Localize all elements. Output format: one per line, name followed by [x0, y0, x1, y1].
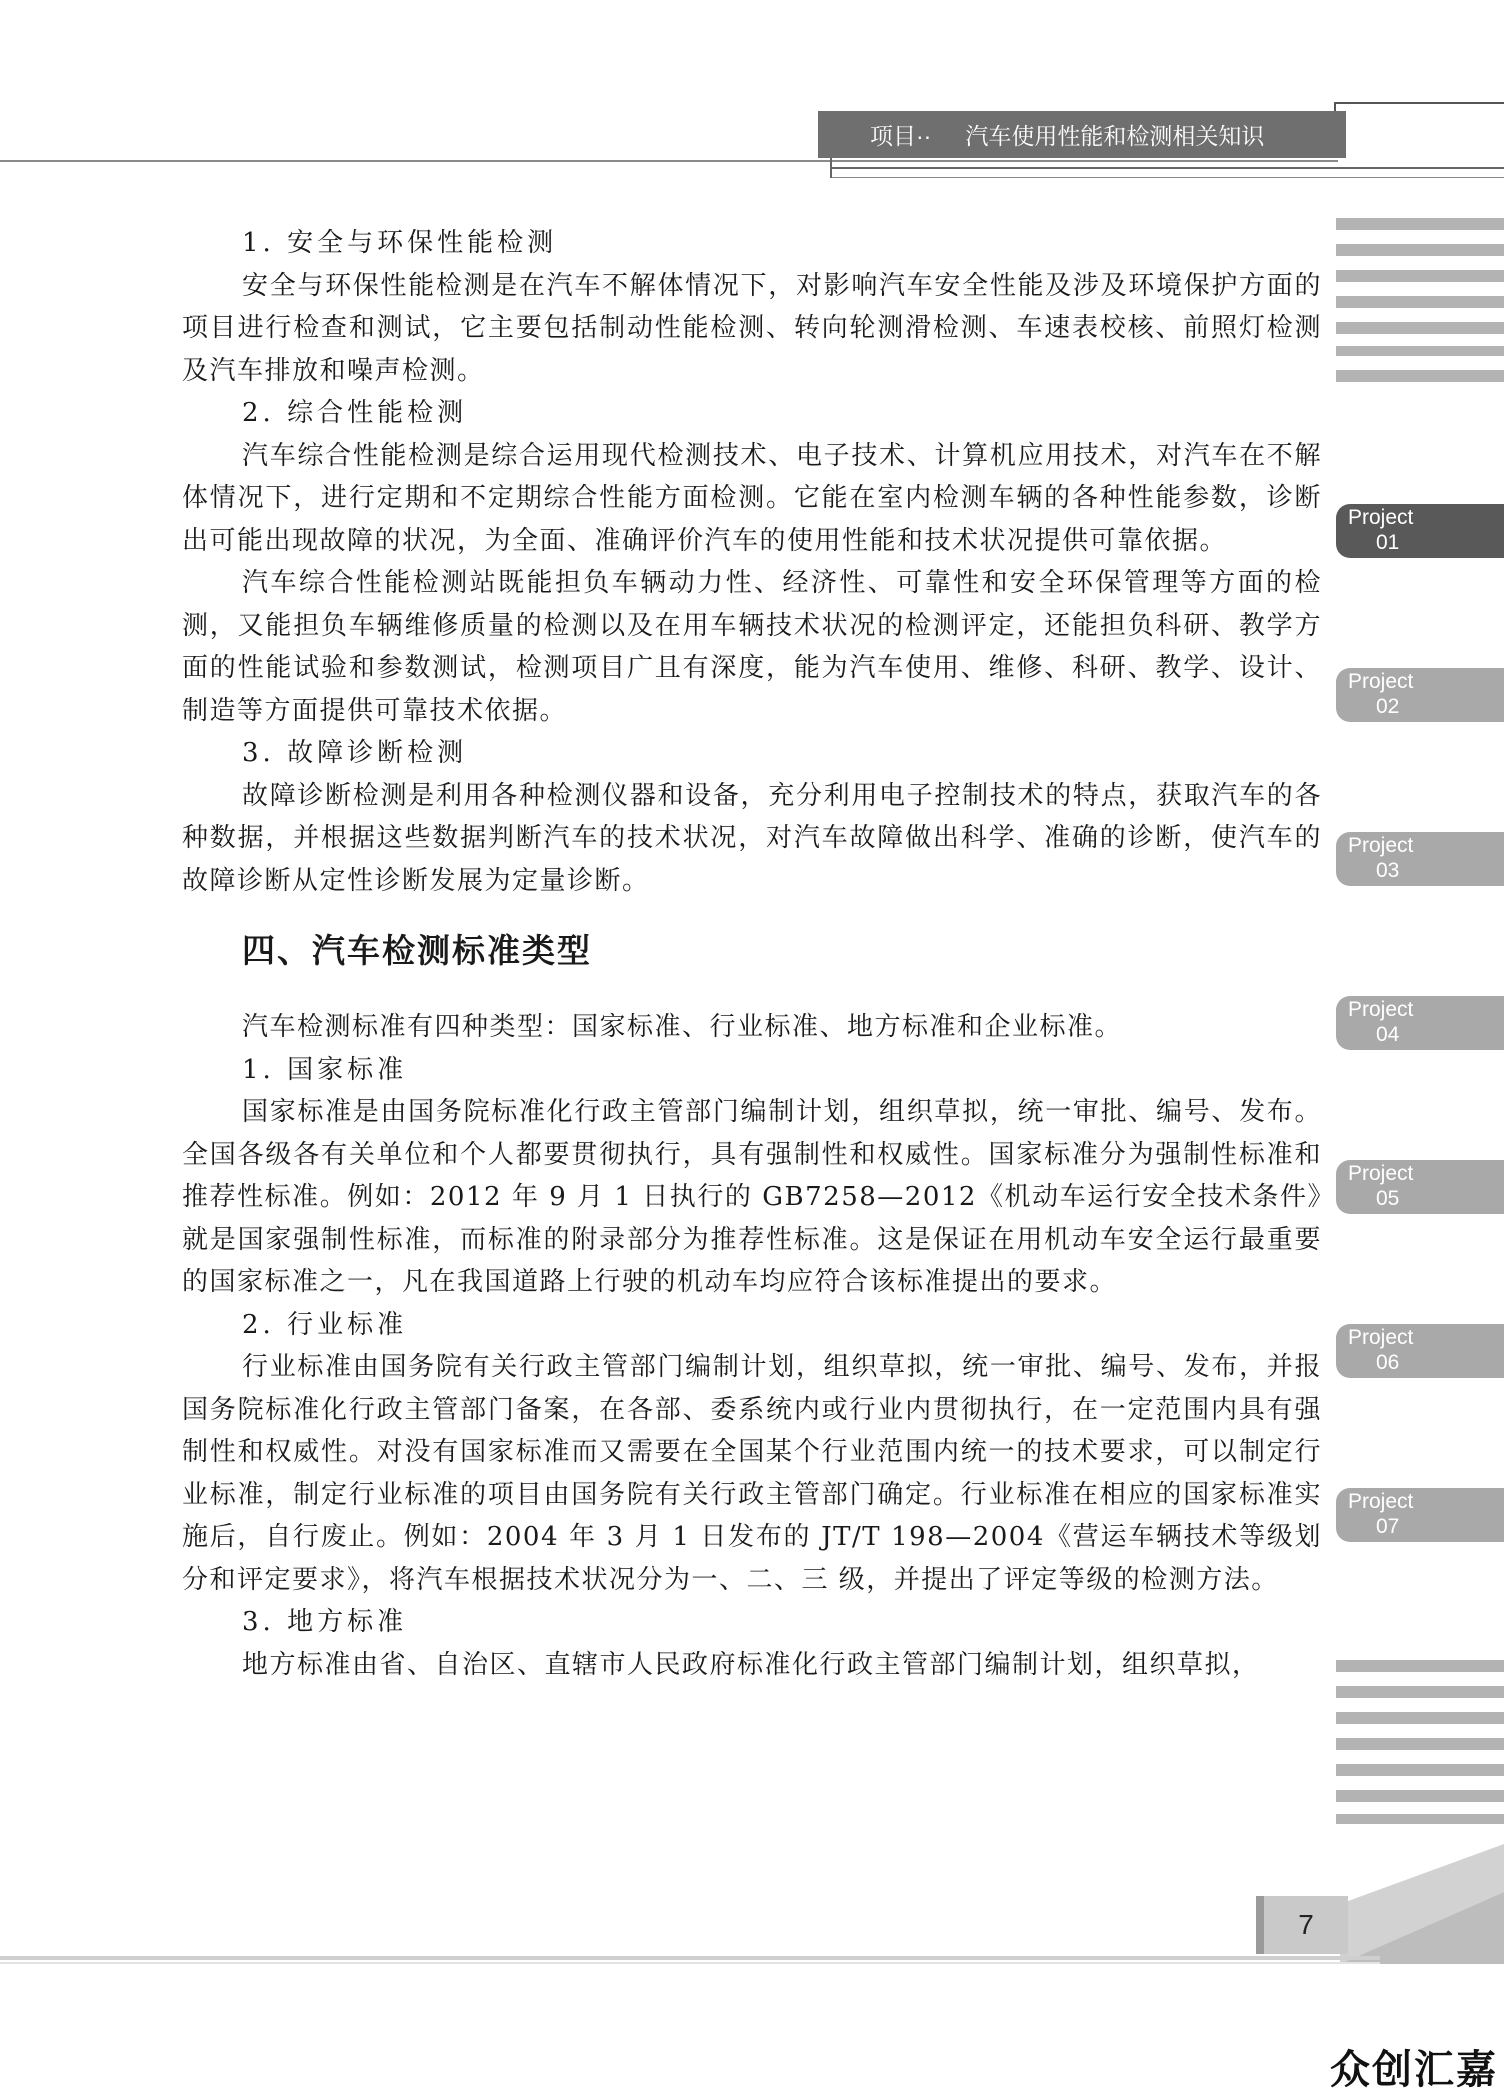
- subheading-national: 1. 国家标准: [242, 1054, 408, 1085]
- paragraph-intro: 汽车检测标准有四种类型：国家标准、行业标准、地方标准和企业标准。: [242, 1012, 1123, 1042]
- header-underline-tick: [830, 158, 832, 178]
- subheading-fault: 3. 故障诊断检测: [242, 738, 468, 768]
- page-number: 7: [1256, 1896, 1348, 1954]
- project-tab-label: Project: [1348, 506, 1414, 529]
- side-stripe: [1336, 346, 1504, 356]
- paragraph-safety: 安全与环保性能检测是在汽车不解体情况下，对影响汽车安全性能及涉及环境保护方面的项目进行检查和测试，它主要包括制动性能检测、转向轮测滑检测、车速表校核、前照灯检测及汽车排放和噪声检测。: [182, 270, 1322, 386]
- header-rule: [0, 160, 1338, 162]
- project-tab-02[interactable]: [1336, 668, 1504, 722]
- subheading-local: 3. 地方标准: [242, 1607, 408, 1637]
- project-tab-label: Project: [1348, 1162, 1414, 1185]
- header-chapter-title: 汽车使用性能和检测相关知识: [965, 123, 1265, 149]
- paragraph-comprehensive-2: 汽车综合性能检测站既能担负车辆动力性、经济性、可靠性和安全环保管理等方面的检测，又能担负车辆维修质量的检测以及在用车辆技术状况的检测评定，还能担负科研、教学方面的性能试验和参数测试，检测项目广且有深度，能为汽车使用、维修、科研、教学、设计、制造等方面提供可靠技术依据。: [182, 568, 1322, 726]
- header-underline: [830, 167, 1504, 169]
- side-stripe: [1336, 322, 1504, 334]
- project-tab-03[interactable]: [1336, 832, 1504, 886]
- paragraph-industry: 行业标准由国务院有关行政主管部门编制计划，组织草拟，统一审批、编号、发布，并报国务院标准化行政主管部门备案，在各部、委系统内或行业内贯彻执行，在一定范围内具有强制性和权威性。对没有国家标准而又需要在全国某个行业范围内统一的技术要求，可以制定行业标准，制定行业标准的项目由国务院有关行政主管部门确定。行业标准在相应的国家标准实施后，自行废止。例如：2004 年 3 月 1 日发布的 JT/T 198—2004《营运车辆技术等级划分和评定要求》，将汽车根据技术状况分为一、二、三 级，并提出了评定等级的检测方法。: [182, 1352, 1322, 1595]
- header-project-label: 项目··: [870, 123, 932, 149]
- project-tab-07[interactable]: [1336, 1488, 1504, 1542]
- footer-rule-thin: [0, 1962, 1380, 1964]
- side-stripe: [1336, 1814, 1504, 1824]
- side-stripe: [1336, 1790, 1504, 1802]
- side-stripe: [1336, 1712, 1504, 1724]
- project-tab-number: 07: [1376, 1515, 1400, 1538]
- header-underline-thin: [830, 177, 1504, 178]
- subheading-safety: 1. 安全与环保性能检测: [242, 228, 558, 258]
- side-stripe: [1336, 270, 1504, 282]
- side-stripe: [1336, 1660, 1504, 1672]
- project-tab-label: Project: [1348, 834, 1414, 857]
- paragraph-national: 国家标准是由国务院标准化行政主管部门编制计划，组织草拟，统一审批、编号、发布。全国各级各有关单位和个人都要贯彻执行，具有强制性和权威性。国家标准分为强制性标准和推荐性标准。例如：2012 年 9 月 1 日执行的 GB7258—2012《机动车运行安全技术条件》就是国家强制性标准，而标准的附录部分为推荐性标准。这是保证在用机动车安全运行最重要的国家标准之一，凡在我国道路上行驶的机动车均应符合该标准提出的要求。: [182, 1097, 1322, 1297]
- side-stripe: [1336, 296, 1504, 308]
- project-tab-number: 06: [1376, 1351, 1400, 1374]
- project-tab-number: 04: [1376, 1023, 1400, 1046]
- project-tab-01[interactable]: [1336, 504, 1504, 558]
- project-tab-05[interactable]: [1336, 1160, 1504, 1214]
- project-tab-number: 01: [1376, 531, 1400, 554]
- header-frame-top: [1334, 102, 1504, 104]
- project-tab-number: 05: [1376, 1187, 1400, 1210]
- project-tab-number: 02: [1376, 695, 1400, 718]
- project-tab-label: Project: [1348, 670, 1414, 693]
- side-stripe: [1336, 1738, 1504, 1750]
- subheading-comprehensive: 2. 综合性能检测: [242, 398, 468, 428]
- watermark-logo: 众创汇嘉: [1330, 2047, 1498, 2093]
- paragraph-fault: 故障诊断检测是利用各种检测仪器和设备，充分利用电子控制技术的特点，获取汽车的各种数据，并根据这些数据判断汽车的技术状况，对汽车故障做出科学、准确的诊断，使汽车的故障诊断从定性诊断发展为定量诊断。: [182, 780, 1322, 896]
- project-tab-label: Project: [1348, 998, 1414, 1021]
- section-title: 四、汽车检测标准类型: [242, 931, 592, 970]
- subheading-industry: 2. 行业标准: [242, 1309, 408, 1340]
- paragraph-local: 地方标准由省、自治区、直辖市人民政府标准化行政主管部门编制计划，组织草拟，: [242, 1649, 1260, 1680]
- side-stripe: [1336, 370, 1504, 382]
- project-tab-label: Project: [1348, 1490, 1414, 1513]
- footer-wedge: [1340, 1844, 1504, 1964]
- side-stripe: [1336, 218, 1504, 230]
- side-stripe: [1336, 1686, 1504, 1698]
- paragraph-comprehensive-1: 汽车综合性能检测是综合运用现代检测技术、电子技术、计算机应用技术，对汽车在不解体情况下，进行定期和不定期综合性能方面检测。它能在室内检测车辆的各种性能参数，诊断出可能出现故障的状况，为全面、准确评价汽车的使用性能和技术状况提供可靠依据。: [182, 440, 1322, 556]
- project-tab-06[interactable]: [1336, 1324, 1504, 1378]
- project-tab-04[interactable]: [1336, 996, 1504, 1050]
- project-tab-number: 03: [1376, 859, 1400, 882]
- footer-rule: [0, 1956, 1380, 1960]
- running-header: [818, 111, 1346, 158]
- project-tab-label: Project: [1348, 1326, 1414, 1349]
- side-stripe: [1336, 1764, 1504, 1776]
- page-body: [182, 222, 1322, 1686]
- side-stripe: [1336, 244, 1504, 256]
